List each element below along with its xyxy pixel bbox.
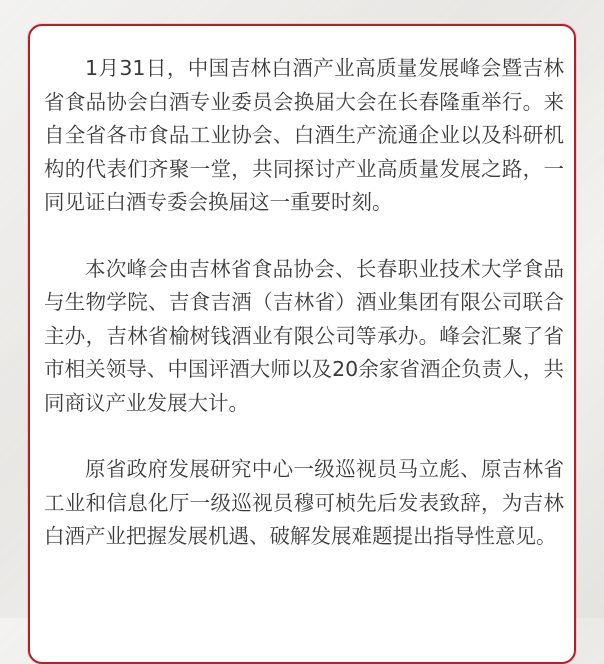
article-paragraph-3: 原省政府发展研究中心一级巡视员马立彪、原吉林省工业和信息化厅一级巡视员穆可桢先后发表致辞，为吉林白酒产业把握发展机遇、破解发展难题提出指导性意见。: [44, 457, 564, 548]
article-paragraph-2: 本次峰会由吉林省食品协会、长春职业技术大学食品与生物学院、吉食吉酒（吉林省）酒业集团有限公司联合主办，吉林省榆树钱酒业有限公司等承办。峰会汇聚了省市相关领导、中国评酒大师以及20余家省酒企负责人，共同商议产业发展大计。: [44, 256, 564, 415]
article-body: [44, 52, 564, 587]
article-paragraph-1: 1月31日，中国吉林白酒产业高质量发展峰会暨吉林省食品协会白酒专业委员会换届大会在长春隆重举行。来自全省各市食品工业协会、白酒生产流通企业以及科研机构的代表们齐聚一堂，共同探讨产业高质量发展之路，一同见证白酒专委会换届这一重要时刻。: [44, 56, 564, 214]
